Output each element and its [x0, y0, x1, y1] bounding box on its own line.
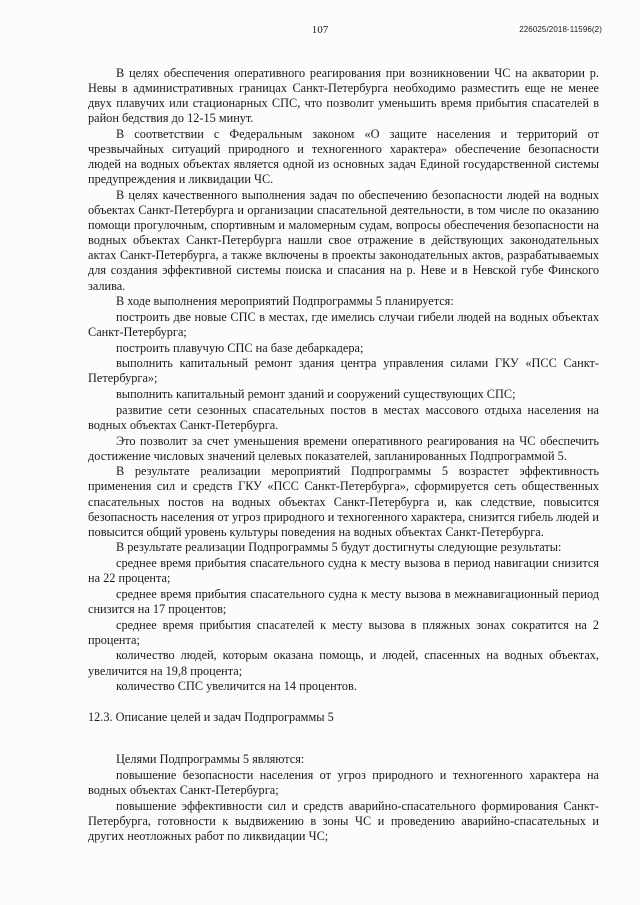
paragraph: В целях обеспечения оперативного реагирования при возникновении ЧС на акватории р. Невы в административных границах Санкт-Петербурга необходимо разместить еще не менее двух плавучих или стационарных СПС, что позволит уменьшить время прибытия спасателей в район бедствия до 12-15 минут.	[88, 66, 599, 126]
paragraph: В результате реализации мероприятий Подпрограммы 5 возрастет эффективность применения сил и средств ГКУ «ПСС Санкт-Петербурга», сформируется сеть общественных спасательных постов на водных объектах Санкт-Петербурга и, как следствие, повысится безопасность населения от угроз природного и техногенного характера, снизится гибель людей и повысится общий уровень культуры поведения на водных объектах Санкт-Петербурга.	[88, 464, 599, 539]
list-item: количество людей, которым оказана помощь, и людей, спасенных на водных объектах, увеличится на 19,8 процента;	[88, 648, 599, 678]
paragraph: В целях качественного выполнения задач по обеспечению безопасности людей на водных объектах Санкт-Петербурга и организации спасательной деятельности, в том числе по оказанию помощи прогулочным, спортивным и маломерным судам, вопросы обеспечения безопасности на водных объектах Санкт-Петербурга нашли свое отражение в действующих законодательных актах Санкт-Петербурга, а также включены в проекты законодательных актов, разрабатываемых для создания эффективной системы поиска и спасания на р. Неве и в Невской губе Финского залива.	[88, 187, 599, 293]
list-item: среднее время прибытия спасательного судна к месту вызова в межнавигационный период снизится на 17 процентов;	[88, 586, 599, 616]
document-id: 226025/2018-11596(2)	[519, 25, 602, 34]
list-item: развитие сети сезонных спасательных постов в местах массового отдыха населения на водных объектах Санкт-Петербурга.	[88, 402, 599, 432]
list-item: построить плавучую СПС на базе дебаркадера;	[116, 340, 364, 355]
list-item: среднее время прибытия спасателей к месту вызова в пляжных зонах сократится на 2 процента;	[88, 617, 599, 647]
paragraph: В результате реализации Подпрограммы 5 будут достигнуты следующие результаты:	[116, 540, 562, 555]
list-item: количество СПС увеличится на 14 процентов.	[116, 679, 357, 694]
paragraph: В соответствии с Федеральным законом «О защите населения и территорий от чрезвычайных ситуаций природного и техногенного характера» обеспечение безопасности людей на водных объектах является одной из основных задач Единой государственной системы предупреждения и ликвидации ЧС.	[88, 126, 599, 187]
section-heading: 12.3. Описание целей и задач Подпрограммы 5	[88, 710, 334, 725]
paragraph: В ходе выполнения мероприятий Подпрограммы 5 планируется:	[116, 294, 454, 309]
list-item: выполнить капитальный ремонт зданий и сооружений существующих СПС;	[116, 387, 516, 402]
list-item: повышение безопасности населения от угроз природного и техногенного характера на водных объектах Санкт-Петербурга;	[88, 768, 599, 798]
paragraph: Целями Подпрограммы 5 являются:	[116, 752, 305, 767]
list-item: выполнить капитальный ремонт здания центра управления силами ГКУ «ПСС Санкт-Петербурга»;	[88, 356, 599, 386]
document-body	[88, 66, 599, 844]
list-item: повышение эффективности сил и средств аварийно-спасательного формирования Санкт-Петербурга, готовности к выдвижению в зоны ЧС и проведению аварийно-спасательных и других неотложных работ по ликвидации ЧС;	[88, 798, 599, 844]
page-number: 107	[311, 24, 329, 36]
paragraph: Это позволит за счет уменьшения времени оперативного реагирования на ЧС обеспечить достижение числовых значений целевых показателей, запланированных Подпрограммой 5.	[88, 433, 599, 463]
list-item: среднее время прибытия спасательного судна к месту вызова в период навигации снизится на 22 процента;	[88, 556, 599, 586]
list-item: построить две новые СПС в местах, где имелись случаи гибели людей на водных объектах Санкт-Петербурга;	[88, 309, 599, 339]
